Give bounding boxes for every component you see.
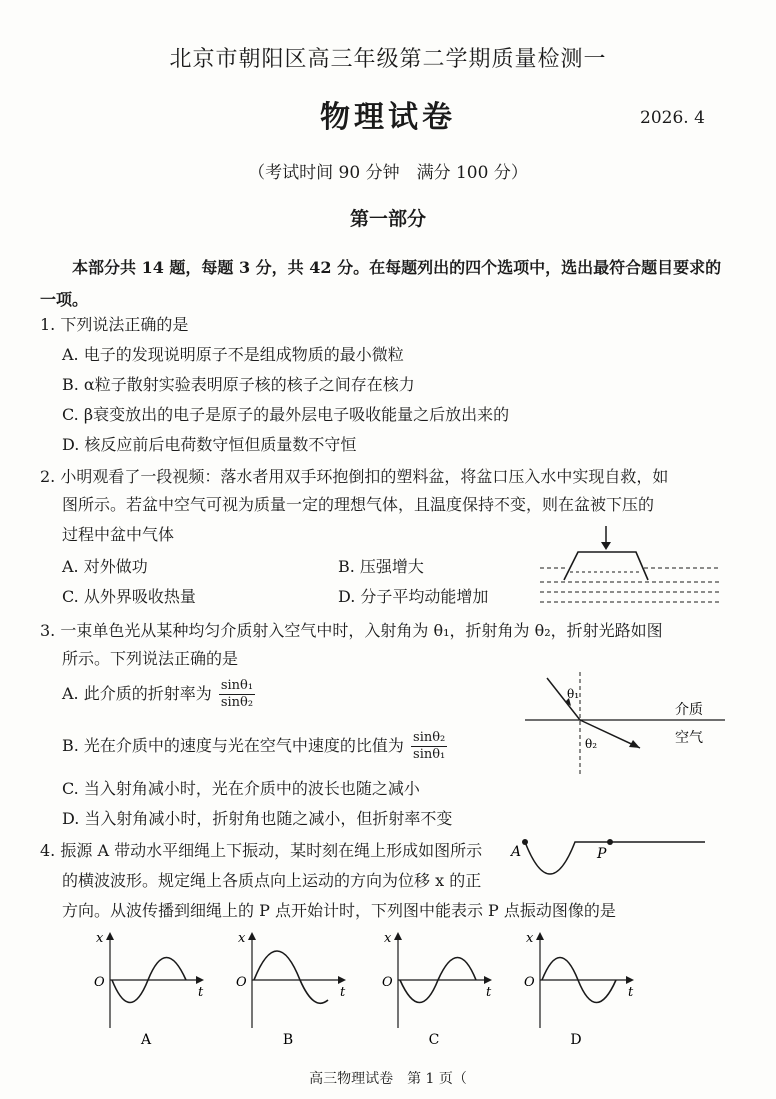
- origin-label: O: [94, 975, 105, 990]
- origin-label: O: [236, 975, 247, 990]
- graph-option-label: A: [140, 1032, 152, 1048]
- fraction-a: [219, 678, 255, 711]
- t-axis-label: t: [198, 985, 204, 1000]
- basin-outline: [564, 552, 648, 580]
- t-axis-label: t: [340, 985, 346, 1000]
- question-3-stem-line-2: 所示。下列说法正确的是: [62, 649, 239, 668]
- fraction-b: [411, 730, 447, 763]
- question-3-option-c: C. 当入射角减小时，光在介质中的波长也随之减小: [62, 779, 420, 798]
- rope-wave-figure: [505, 834, 715, 884]
- basin-water-figure: [530, 522, 730, 612]
- origin-label: O: [382, 975, 393, 990]
- question-4-stem-line-3: 方向。从波传播到细绳上的 P 点开始计时，下列图中能表示 P 点振动图像的是: [62, 901, 616, 920]
- theta2-label: θ₂: [585, 737, 598, 751]
- theta1-label: θ₁: [567, 687, 580, 701]
- question-4-stem-line-1: 4. 振源 A 带动水平细绳上下振动，某时刻在绳上形成如图所示: [40, 841, 483, 860]
- x-axis-label: x: [526, 931, 534, 946]
- question-3-option-b: [62, 730, 447, 763]
- question-2-option-b: B. 压强增大: [338, 557, 424, 576]
- vibration-graph-b: [232, 930, 352, 1050]
- question-3-option-a: [62, 678, 255, 711]
- graph-option-label: D: [570, 1032, 582, 1048]
- x-axis-arrow-icon: [106, 932, 114, 940]
- question-1-option-d: D. 核反应前后电荷数守恒但质量数不守恒: [62, 435, 357, 454]
- graph-option-label: B: [282, 1032, 294, 1048]
- air-label: 空气: [675, 730, 703, 746]
- exam-info: （考试时间 90 分钟 满分 100 分）: [248, 163, 528, 183]
- question-1-option-c: C. β衰变放出的电子是原子的最外层电子吸收能量之后放出来的: [62, 405, 510, 424]
- fraction-b-numerator: sinθ₂: [413, 730, 446, 745]
- vibration-curve: [254, 951, 328, 1003]
- graph-option-label: C: [428, 1032, 440, 1048]
- option-a-text: A. 此介质的折射率为: [62, 684, 212, 703]
- origin-label: O: [524, 975, 535, 990]
- question-4-stem-line-2: 的横波波形。规定绳上各质点向上运动的方向为位移 x 的正: [62, 871, 482, 890]
- question-1-option-a: A. 电子的发现说明原子不是组成物质的最小微粒: [62, 345, 404, 364]
- fraction-b-denominator: sinθ₁: [413, 747, 446, 762]
- question-2-stem-line-1: 2. 小明观看了一段视频：落水者用双手环抱倒扣的塑料盆，将盆口压入水中实现自救，如: [40, 467, 669, 486]
- vibration-graph-d: [520, 930, 640, 1050]
- x-axis-label: x: [238, 931, 246, 946]
- point-a: [522, 839, 528, 845]
- point-p: [607, 839, 613, 845]
- question-1-option-b: B. α粒子散射实验表明原子核的核子之间存在核力: [62, 375, 415, 394]
- question-2-stem-line-2: 图所示。若盆中空气可视为质量一定的理想气体，且温度保持不变，则在盆被下压的: [62, 495, 655, 514]
- page-title: 物理试卷: [320, 100, 456, 135]
- question-1-stem: 1. 下列说法正确的是: [40, 315, 189, 334]
- question-2-option-d: D. 分子平均动能增加: [338, 587, 489, 606]
- exam-date: 2026. 4: [640, 108, 705, 128]
- t-axis-arrow-icon: [626, 976, 634, 984]
- question-2-option-a: A. 对外做功: [62, 557, 148, 576]
- page-footer: 高三物理试卷 第 1 页（: [309, 1071, 467, 1087]
- t-axis-arrow-icon: [484, 976, 492, 984]
- vibration-graph-a: [90, 930, 210, 1050]
- point-p-label: P: [597, 846, 607, 862]
- medium-label: 介质: [675, 702, 703, 718]
- x-axis-label: x: [96, 931, 104, 946]
- t-axis-label: t: [486, 985, 492, 1000]
- refraction-figure: [525, 670, 725, 780]
- rope-wave: [525, 842, 705, 874]
- x-axis-arrow-icon: [394, 932, 402, 940]
- x-axis-arrow-icon: [248, 932, 256, 940]
- question-2-stem-line-3: 过程中盆中气体: [62, 525, 175, 544]
- part-title: 第一部分: [349, 208, 426, 230]
- point-a-label: A: [511, 844, 522, 860]
- fraction-a-denominator: sinθ₂: [220, 695, 254, 710]
- t-axis-label: t: [628, 985, 634, 1000]
- vibration-graph-c: [378, 930, 498, 1050]
- option-b-text: B. 光在介质中的速度与光在空气中速度的比值为: [62, 736, 404, 755]
- part-instructions: 本部分共 14 题，每题 3 分，共 42 分。在每题列出的四个选项中，选出最符合题目要求的一项。: [40, 258, 722, 309]
- fraction-a-numerator: sinθ₁: [220, 678, 254, 693]
- question-3-option-d: D. 当入射角减小时，折射角也随之减小，但折射率不变: [62, 809, 453, 828]
- question-2-option-c: C. 从外界吸收热量: [62, 587, 196, 606]
- exam-header: 北京市朝阳区高三年级第二学期质量检测一: [169, 47, 607, 72]
- x-axis-label: x: [384, 931, 392, 946]
- t-axis-arrow-icon: [338, 976, 346, 984]
- t-axis-arrow-icon: [196, 976, 204, 984]
- x-axis-arrow-icon: [536, 932, 544, 940]
- question-3-stem-line-1: 3. 一束单色光从某种均匀介质射入空气中时，入射角为 θ₁，折射角为 θ₂，折射光路如图: [40, 621, 663, 640]
